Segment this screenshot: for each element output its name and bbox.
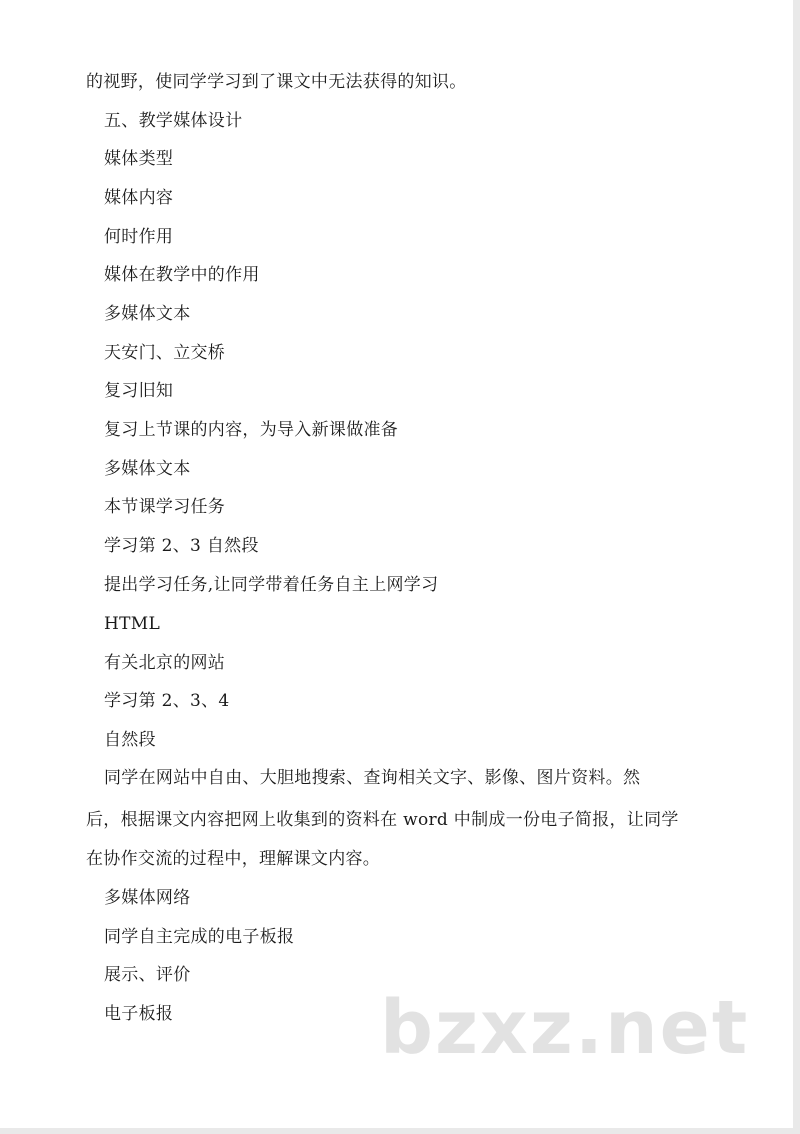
text-line: 电子板报 bbox=[104, 1004, 174, 1024]
text-line: 复习旧知 bbox=[104, 381, 174, 401]
text-line: 何时作用 bbox=[104, 227, 174, 247]
text-line: 媒体在教学中的作用 bbox=[104, 265, 260, 285]
paragraph-line: 同学在网站中自由、大胆地搜索、查询相关文字、影像、图片资料。然 bbox=[104, 768, 641, 788]
text-line: 学习第 2、3、4 bbox=[104, 691, 230, 711]
text-line: 自然段 bbox=[104, 730, 156, 750]
text-line: 展示、评价 bbox=[104, 965, 191, 985]
text-line: 本节课学习任务 bbox=[104, 497, 226, 517]
text-line: 媒体内容 bbox=[104, 188, 174, 208]
watermark: bzxz.net bbox=[380, 985, 750, 1071]
text-line: 有关北京的网站 bbox=[104, 653, 226, 673]
paragraph-line: 后，根据课文内容把网上收集到的资料在 word 中制成一份电子简报，让同学 bbox=[86, 810, 679, 830]
text-line: HTML bbox=[104, 614, 161, 634]
section-heading: 五、教学媒体设计 bbox=[104, 111, 243, 131]
text-line: 提出学习任务,让同学带着任务自主上网学习 bbox=[104, 575, 439, 595]
text-line: 同学自主完成的电子板报 bbox=[104, 927, 295, 947]
text-line: 多媒体文本 bbox=[104, 459, 191, 479]
text-line: 复习上节课的内容，为导入新课做准备 bbox=[104, 420, 399, 440]
paragraph-line: 在协作交流的过程中，理解课文内容。 bbox=[86, 849, 381, 869]
text-line: 媒体类型 bbox=[104, 149, 174, 169]
text-line: 多媒体文本 bbox=[104, 304, 191, 324]
text-line: 多媒体网络 bbox=[104, 888, 191, 908]
text-line: 天安门、立交桥 bbox=[104, 343, 226, 363]
text-line: 学习第 2、3 自然段 bbox=[104, 536, 259, 556]
text-line: 的视野，使同学学习到了课文中无法获得的知识。 bbox=[86, 72, 467, 92]
